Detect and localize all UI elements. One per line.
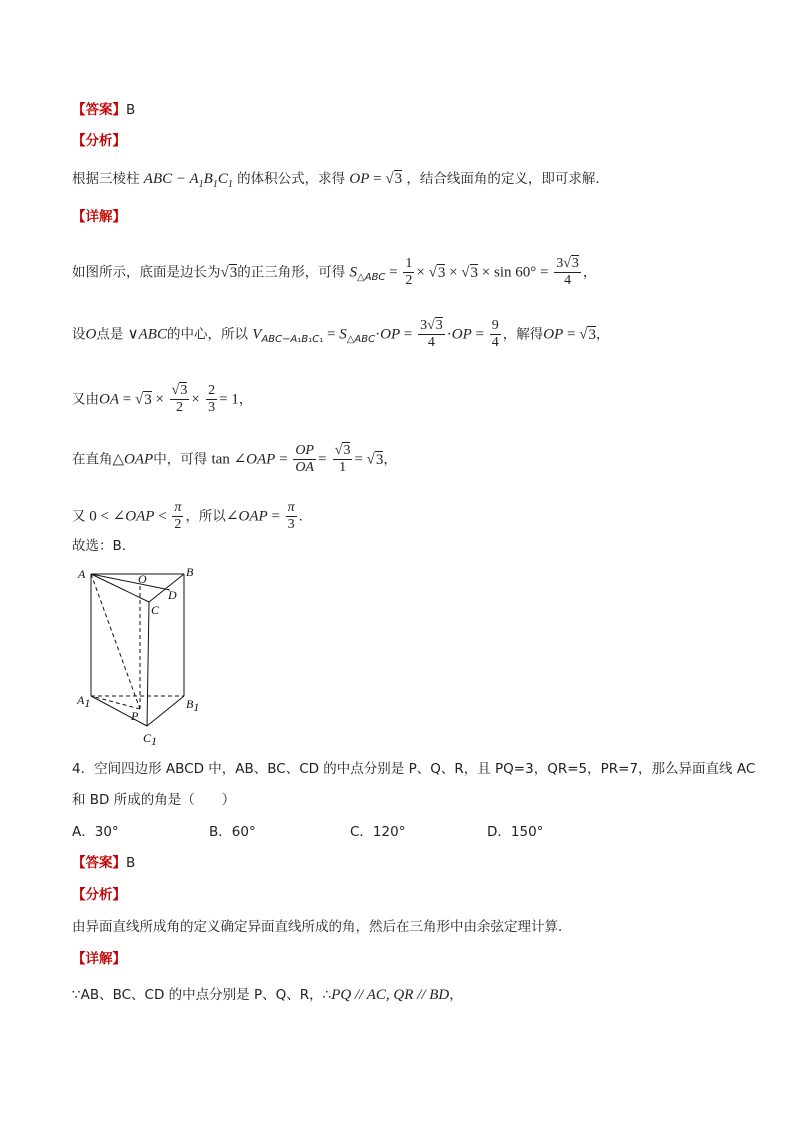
q3-answer-line [72,100,135,120]
label-D: D [168,588,177,602]
label-B1: B1 [186,697,200,714]
option-c: C．120° [350,824,406,840]
label-B: B [186,565,194,579]
q3-detail-line5: 又 0 < ∠OAP < $\frac{\pi}{2}$ ，所以∠OAP = $\frac{\pi}{3}$ . [72,500,303,532]
q4-detail-tag: 【详解】 [72,951,126,967]
answer-tag: 【答案】 [72,102,126,118]
q4-answer-line [72,853,135,873]
answer-value: B [126,102,136,118]
prism-figure [74,564,214,749]
q4-analysis-tag: 【分析】 [72,887,126,903]
q4-analysis-text: 由异面直线所成角的定义确定异面直线所成的角，然后在三角形中由余弦定理计算． [72,919,572,935]
label-A: A [78,567,86,581]
q3-detail-line2: 设O点是 ∨ABC的中心，所以 $V_{ABC-A_1B_1C_1} = S_{\triangle ABC}\cdot OP$ = $\frac{3√3}{4}$ ·OP = $\frac{9}{4}$ ，解得OP = √3， [72,318,610,350]
answer-value: B [126,855,136,871]
option-d: D．150° [487,824,544,840]
q4-detail-line1: ∵AB、BC、CD 的中点分别是 P、Q、R，∴PQ // AC, QR // BD， [72,987,463,1003]
q3-analysis-tag: 【分析】 [72,133,126,149]
label-P: P [131,709,139,723]
label-A1: A1 [77,693,91,710]
q3-detail-tag: 【详解】 [72,209,126,225]
prism-formula: ABC − $A_1B_1C_1$ [143,171,233,190]
q4-options [72,822,543,842]
q3-detail-line1: 如图所示，底面是边长为√3的正三角形，可得 $S_{\triangle ABC}$ = $\frac{1}{2}$ × √3 × √3 × sin 60° = $\frac{3√3}{4}$ ， [72,256,597,288]
option-b: B．60° [209,824,256,840]
q3-detail-line3: 又由OA = √3 × $\frac{√3}{2}$ × $\frac{2}{3}$ = 1， [72,383,253,415]
q3-analysis-text: 根据三棱柱 ABC − $A_1B_1C_1$ 的体积公式，求得 OP = √3 ，结合线面角的定义，即可求解. [72,171,600,190]
q3-detail-line4: 在直角△OAP中，可得 tan ∠OAP = $\frac{OP}{OA}$ = $\frac{√3}{1}$ = √3， [72,443,397,475]
answer-tag: 【答案】 [72,855,126,871]
q4-stem-line1: 4．空间四边形 ABCD 中，AB、BC、CD 的中点分别是 P、Q、R，且 PQ=3，QR=5，PR=7，那么异面直线 AC [72,761,756,777]
q3-conclusion: 故选：B. [72,538,127,554]
label-O: O [138,572,147,586]
option-a: A．30° [72,824,119,840]
label-C1: C1 [143,731,158,748]
q4-stem-line2: 和 BD 所成的角是（ ） [72,792,236,808]
label-C: C [151,603,160,617]
